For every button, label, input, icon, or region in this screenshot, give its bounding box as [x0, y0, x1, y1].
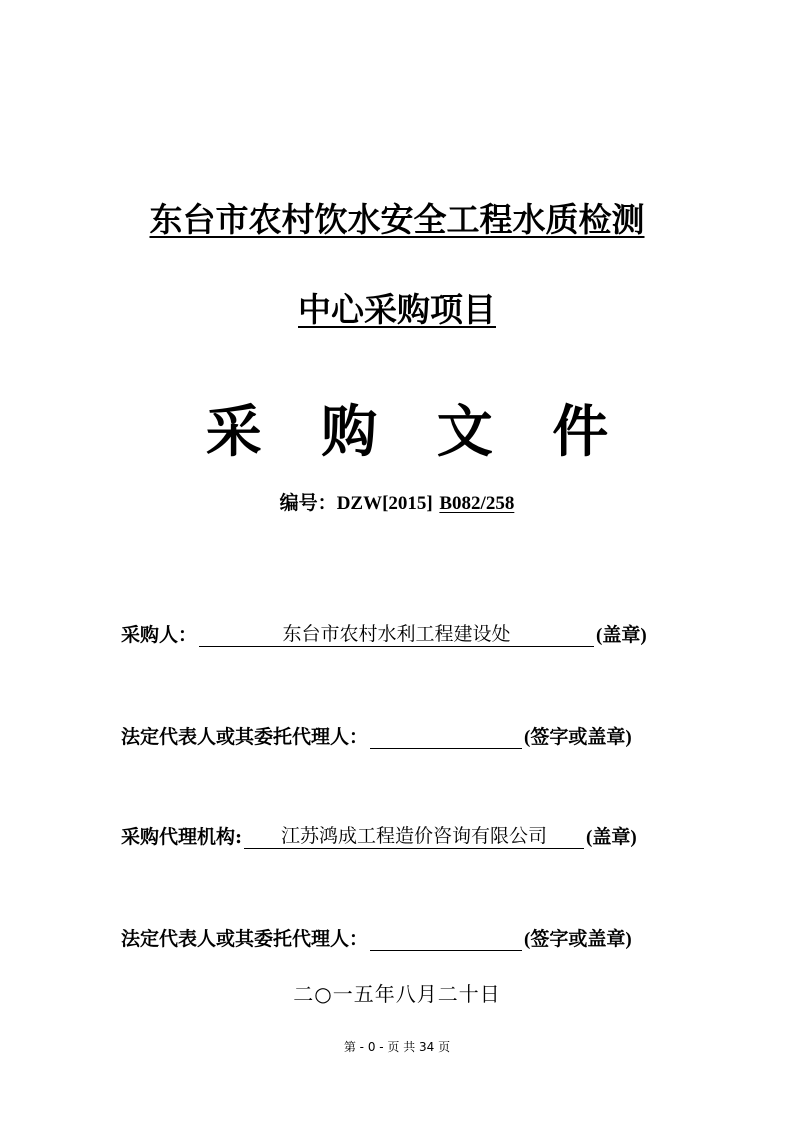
agency-legal-rep-row — [121, 924, 666, 951]
agency-row — [121, 822, 666, 849]
purchaser-legal-rep-row — [121, 722, 666, 749]
agency-legal-rep-signature-line — [370, 926, 522, 951]
agency-seal-note: (盖章) — [586, 827, 637, 848]
document-number-part-1: DZW[2015] — [336, 493, 433, 514]
purchaser-value: 东台市农村水利工程建设处 — [199, 622, 594, 647]
purchaser-seal-note: (盖章) — [596, 625, 647, 646]
agency-label: 采购代理机构: — [121, 826, 243, 848]
document-number — [0, 488, 794, 515]
document-number-label: 编号： — [279, 492, 337, 514]
page-footer: 第 - 0 - 页 共 34 页 — [343, 1040, 451, 1054]
purchaser-legal-rep-note: (签字或盖章) — [524, 727, 632, 748]
purchaser-legal-rep-signature-line — [370, 724, 522, 749]
document-number-part-2: B082/258 — [439, 493, 515, 514]
document-type-heading: 采 购 文 件 — [205, 399, 629, 465]
document-title-line-2: 中心采购项目 — [298, 290, 496, 329]
purchaser-legal-rep-label: 法定代表人或其委托代理人： — [121, 726, 369, 748]
agency-legal-rep-label: 法定代表人或其委托代理人： — [121, 928, 369, 950]
purchaser-label: 采购人： — [121, 624, 198, 646]
document-date: 二○一五年八月二十日 — [293, 982, 501, 1006]
agency-legal-rep-note: (签字或盖章) — [524, 929, 632, 950]
purchaser-row — [121, 620, 666, 647]
agency-value: 江苏鸿成工程造价咨询有限公司 — [244, 824, 584, 849]
document-title-line-1: 东台市农村饮水安全工程水质检测 — [149, 200, 645, 239]
